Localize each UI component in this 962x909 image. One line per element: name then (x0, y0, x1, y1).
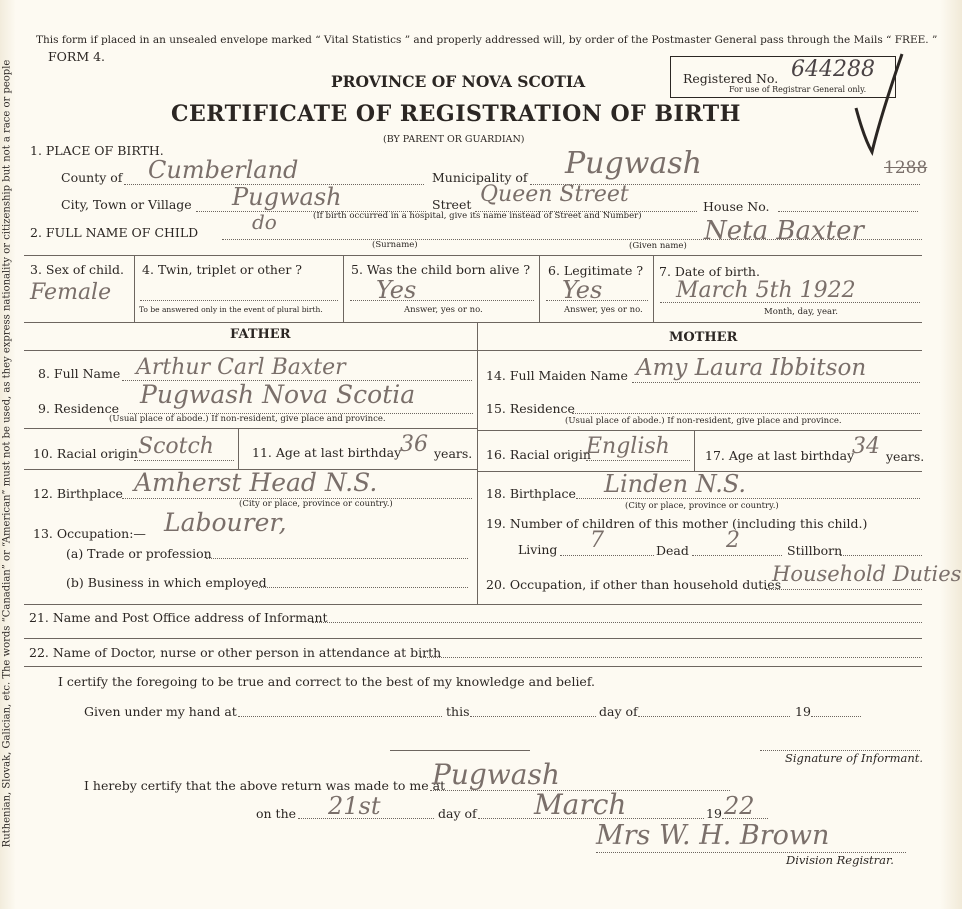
stillborn-line (840, 555, 922, 556)
sex-label: 3. Sex of child. (30, 262, 125, 277)
parents-heading-rule (24, 350, 922, 351)
year-prefix-label: 19 (795, 704, 811, 719)
mail-notice: This form if placed in an unsealed envelope marked “ Vital Statistics ” and properly addressed will, by order of the Postmaster General pass through the Mails “ FREE. ” (36, 34, 938, 46)
mother-racial-label: 16. Racial origin (486, 447, 591, 462)
mother-age-label: 17. Age at last birthday (705, 448, 855, 463)
child-given-value: Neta Baxter (704, 216, 864, 246)
twin-label: 4. Twin, triplet or other ? (142, 262, 302, 277)
row3-top-rule (24, 255, 922, 256)
date-of-birth-label: 7. Date of birth. (659, 264, 760, 279)
parents-divider (477, 322, 478, 604)
mother-birthplace-note: (City or place, province or country.) (625, 501, 779, 511)
living-label: Living (518, 542, 558, 557)
return-month-line (478, 818, 704, 819)
date-of-birth-value: March 5th 1922 (676, 278, 856, 303)
return-year-value: 22 (724, 792, 755, 820)
father-heading: FATHER (230, 327, 291, 342)
given-day-line (470, 716, 596, 717)
mother-birthplace-value: Linden N.S. (604, 470, 747, 498)
doctor-label: 22. Name of Doctor, nurse or other person in attendance at birth (29, 645, 442, 660)
mother-age-years: years. (886, 449, 925, 464)
certify-statement: I certify the foregoing to be true and correct to the best of my knowledge and belief. (58, 674, 595, 689)
mother-occupation-line (766, 589, 922, 590)
return-place-value: Pugwash (432, 758, 560, 791)
twin-note: To be answered only in the event of plural birth. (139, 305, 323, 314)
father-age-value: 36 (400, 432, 428, 457)
sex-value: Female (30, 280, 112, 305)
registered-number: 644288 (791, 57, 875, 82)
father-business-label: (b) Business in which employed (66, 575, 267, 590)
certify-top-rule (24, 666, 922, 667)
form-number: FORM 4. (48, 49, 106, 64)
surname-caption: (Surname) (372, 240, 418, 250)
mother-birthplace-label: 18. Birthplace (486, 486, 576, 501)
father-age-label: 11. Age at last birthday (252, 445, 402, 460)
alive-value: Yes (376, 276, 417, 304)
return-year-line (722, 818, 768, 819)
mother-racial-line (586, 460, 690, 461)
registrar-only-note: For use of Registrar General only. (729, 85, 867, 94)
given-month-line (638, 716, 790, 717)
mother-age-value: 34 (852, 434, 880, 459)
row3-bottom-rule (24, 322, 922, 323)
legitimate-line (546, 300, 648, 301)
mother-occupation-value: Household Duties (772, 562, 962, 586)
father-name-label: 8. Full Name (38, 366, 121, 381)
legitimate-note: Answer, yes or no. (564, 305, 643, 315)
given-under-label: Given under my hand at (84, 704, 237, 719)
father-birthplace-label: 12. Birthplace (33, 486, 123, 501)
legitimate-label: 6. Legitimate ? (548, 263, 644, 278)
father-birthplace-note: (City or place, province or country.) (239, 499, 393, 509)
alive-line (350, 300, 534, 301)
dead-label: Dead (656, 543, 689, 558)
doctor-line (420, 657, 922, 658)
date-line (660, 302, 920, 303)
municipality-label: Municipality of (432, 170, 528, 185)
mother-residence-line (572, 413, 920, 414)
mother-racial-top-rule (477, 430, 922, 431)
father-trade-line (206, 558, 468, 559)
father-racial-top-rule (24, 428, 477, 429)
dead-line (692, 555, 782, 556)
municipality-value: Pugwash (565, 146, 702, 181)
place-of-birth-label: 1. PLACE OF BIRTH. (30, 143, 164, 158)
year-prefix-label-2: 19 (706, 806, 722, 821)
father-name-value: Arthur Carl Baxter (136, 355, 346, 380)
return-month-value: March (534, 788, 627, 821)
dead-value: 2 (726, 528, 740, 553)
pen-check-mark (846, 48, 906, 158)
mother-racial-value: English (586, 434, 670, 459)
stillborn-label: Stillborn (787, 543, 843, 558)
given-name-caption: (Given name) (629, 241, 687, 251)
mother-occupation-label: 20. Occupation, if other than household duties (486, 577, 782, 592)
mother-heading: MOTHER (669, 330, 738, 345)
page-subtitle: (BY PARENT OR GUARDIAN) (383, 134, 525, 145)
division-registrar-label: Division Registrar. (786, 853, 894, 867)
mother-name-value: Amy Laura Ibbitson (636, 355, 867, 381)
date-note: Month, day, year. (764, 307, 838, 317)
doctor-top-rule (24, 638, 922, 639)
living-value: 7 (590, 528, 604, 553)
informant-label: 21. Name and Post Office address of Informant (29, 610, 328, 625)
child-surname-value: do (252, 210, 277, 234)
informant-signature-stub (390, 750, 530, 751)
given-year-line (811, 716, 861, 717)
mother-children-label: 19. Number of children of this mother (including this child.) (486, 516, 868, 531)
signature-informant-label: Signature of Informant. (785, 751, 924, 765)
on-the-label: on the (256, 806, 297, 821)
mother-birthplace-line (576, 498, 920, 499)
county-label: County of (61, 170, 123, 185)
legitimate-value: Yes (562, 276, 603, 304)
row3-divider-2 (343, 255, 344, 322)
city-label: City, Town or Village (61, 197, 192, 212)
father-racial-value: Scotch (138, 434, 214, 459)
father-racial-label: 10. Racial origin (33, 446, 138, 461)
province-heading: PROVINCE OF NOVA SCOTIA (331, 72, 586, 91)
given-place-line (238, 716, 442, 717)
side-note: Ruthenian, Slovak, Galician, etc. The words “Canadian” or “American” must not be used, as they express nationality or citizenship but not a race or people (1, 59, 13, 848)
row3-divider-3 (539, 255, 540, 322)
father-age-years: years. (434, 446, 473, 461)
father-racial-divider (238, 428, 239, 469)
day-of-label: day of (599, 704, 638, 719)
alive-label: 5. Was the child born alive ? (351, 262, 531, 277)
father-trade-label: (a) Trade or profession (66, 546, 212, 561)
father-birthplace-value: Amherst Head N.S. (134, 468, 378, 497)
return-day-line (298, 818, 434, 819)
child-name-label: 2. FULL NAME OF CHILD (30, 225, 199, 240)
informant-line (312, 622, 922, 623)
page-title: CERTIFICATE OF REGISTRATION OF BIRTH (171, 101, 741, 127)
father-residence-note: (Usual place of abode.) If non-resident, give place and province. (109, 414, 386, 424)
informant-top-rule (24, 604, 922, 605)
house-line (778, 211, 918, 212)
twin-line (140, 300, 338, 301)
father-racial-line (134, 460, 234, 461)
mother-name-label: 14. Full Maiden Name (486, 368, 628, 383)
mother-residence-label: 15. Residence (486, 401, 575, 416)
city-value: Pugwash (232, 183, 342, 211)
father-residence-value: Pugwash Nova Scotia (140, 380, 416, 409)
street-label: Street (432, 197, 472, 212)
father-residence-label: 9. Residence (38, 401, 119, 416)
house-no-label: House No. (703, 199, 770, 214)
hereby-label: I hereby certify that the above return was made to me at (84, 778, 446, 793)
row3-divider-1 (134, 255, 135, 322)
father-occupation-value: Labourer, (164, 508, 287, 537)
corner-number: 1288 (884, 158, 928, 178)
father-occupation-label: 13. Occupation:— (33, 526, 146, 541)
mother-racial-divider (694, 430, 695, 471)
living-line (560, 555, 654, 556)
mother-residence-note: (Usual place of abode.) If non-resident, give place and province. (565, 416, 842, 426)
mother-name-line (632, 382, 920, 383)
registrar-signature: Mrs W. H. Brown (596, 820, 830, 851)
return-day-value: 21st (328, 792, 381, 820)
row3-divider-4 (653, 255, 654, 322)
hospital-note: (If birth occurred in a hospital, give its name instead of Street and Number) (313, 211, 642, 221)
day-of-label-2: day of (438, 806, 477, 821)
alive-note: Answer, yes or no. (404, 305, 483, 315)
father-business-line (258, 587, 468, 588)
street-value: Queen Street (480, 182, 629, 207)
county-value: Cumberland (148, 156, 299, 184)
registered-label: Registered No. (683, 71, 779, 86)
this-label: this (446, 704, 470, 719)
